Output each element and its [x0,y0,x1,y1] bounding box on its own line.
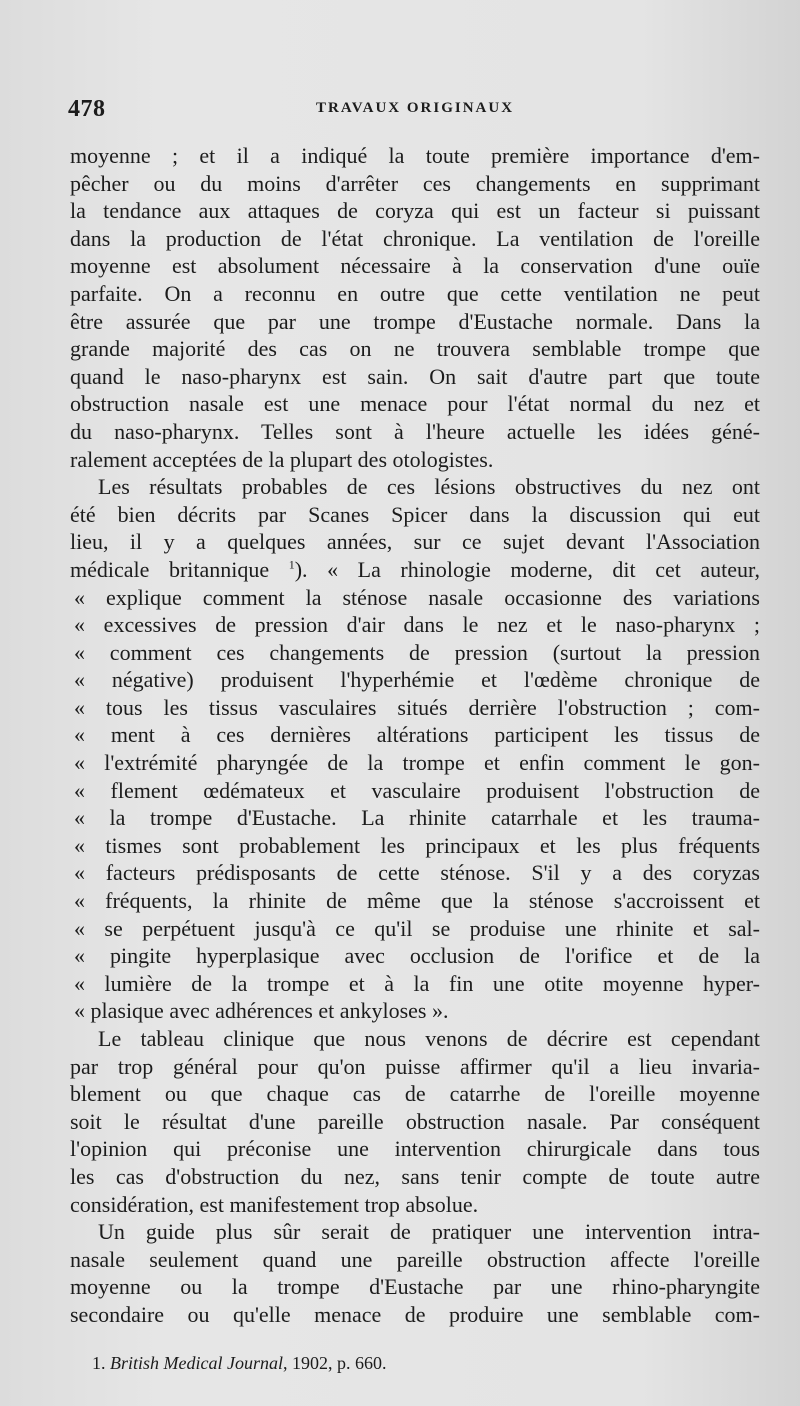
quote-line: « ment à ces dernières altérations participent les tissus de [74,722,760,748]
footnote [92,1353,386,1374]
quote-line: « excessives de pression d'air dans le nez et le naso-pharynx ; [74,612,760,638]
text-line: considération, est manifestement trop absolue. [70,1191,479,1217]
quote-line: « l'extrémité pharyngée de la trompe et enfin comment le gon- [74,750,760,776]
running-head: TRAVAUX ORIGINAUX [316,100,515,116]
footnote-reference: 1 [288,557,295,572]
footnote-citation: , 1902, p. 660. [282,1353,387,1373]
text-line: être assurée que par une trompe d'Eustache normale. Dans la [70,308,760,334]
text-line: la tendance aux attaques de coryza qui est un facteur si puissant [70,198,760,224]
quote-line: « pingite hyperplasique avec occlusion de l'orifice et de la [74,943,760,969]
text-fragment: médicale britannique [70,556,270,582]
quote-line: « lumière de la trompe et à la fin une otite moyenne hyper- [74,970,760,996]
text-line-with-footnote-ref [70,556,760,584]
text-line: nasale seulement quand une pareille obstruction affecte l'oreille [70,1246,760,1272]
quote-line: « fréquents, la rhinite de même que la sténose s'accroissent et [74,888,760,914]
quote-line: « explique comment la sténose nasale occasionne des variations [74,584,760,610]
text-line: par trop général pour qu'on puisse affirmer qu'il a lieu invaria- [70,1053,760,1079]
text-line: l'opinion qui préconise une intervention chirurgicale dans tous [70,1136,760,1162]
quote-line: « la trompe d'Eustache. La rhinite catarrhale et les trauma- [74,805,760,831]
footnote-journal-title: British Medical Journal [110,1353,283,1373]
text-line: grande majorité des cas on ne trouvera semblable trompe que [70,336,760,362]
text-line: parfaite. On a reconnu en outre que cette ventilation ne peut [70,280,760,306]
text-line: ralement acceptées de la plupart des otologistes. [70,446,494,472]
text-line: pêcher ou du moins d'arrêter ces changements en supprimant [70,170,760,196]
quote-line: « facteurs prédisposants de cette sténose. S'il y a des coryzas [74,860,760,886]
body-text [70,142,760,1329]
text-line: Un guide plus sûr serait de pratiquer une intervention intra- [98,1219,760,1245]
quote-line: « tismes sont probablement les principaux et les plus fréquents [74,832,760,858]
quote-line: « flement œdémateux et vasculaire produisent l'obstruction de [74,777,760,803]
text-line: du naso-pharynx. Telles sont à l'heure actuelle les idées géné- [70,418,760,444]
text-line: secondaire ou qu'elle menace de produire une semblable com- [70,1301,760,1327]
quote-line: « tous les tissus vasculaires situés derrière l'obstruction ; com- [74,694,760,720]
text-line: obstruction nasale est une menace pour l'état normal du nez et [70,391,760,417]
page-header [68,96,752,126]
text-line: lieu, il y a quelques années, sur ce sujet devant l'Association [70,529,760,555]
text-line: quand le naso-pharynx est sain. On sait d'autre part que toute [70,363,760,389]
quote-line: « comment ces changements de pression (surtout la pression [74,639,760,665]
text-line: moyenne ; et il a indiqué la toute première importance d'em- [70,143,760,168]
text-line: moyenne est absolument nécessaire à la conservation d'une ouïe [70,253,760,279]
text-line: soit le résultat d'une pareille obstruction nasale. Par conséquent [70,1108,760,1134]
text-line: blement ou que chaque cas de catarrhe de l'oreille moyenne [70,1081,760,1107]
text-line: Les résultats probables de ces lésions obstructives du nez ont [98,474,760,500]
quote-line: « plasique avec adhérences et ankyloses ». [74,998,449,1024]
text-fragment: ). « La rhinologie moderne, dit cet auteur, [294,556,760,582]
quote-line: « se perpétuent jusqu'à ce qu'il se produise une rhinite et sal- [74,915,760,941]
text-line: les cas d'obstruction du nez, sans tenir compte de toute autre [70,1163,760,1189]
quote-line: « négative) produisent l'hyperhémie et l'œdème chronique de [74,667,760,693]
text-line: moyenne ou la trompe d'Eustache par une rhino-pharyngite [70,1274,760,1300]
text-line: dans la production de l'état chronique. La ventilation de l'oreille [70,225,760,251]
footnote-number: 1. [92,1353,106,1373]
page-number: 478 [68,96,106,122]
text-line: été bien décrits par Scanes Spicer dans la discussion qui eut [70,501,760,527]
text-line: Le tableau clinique que nous venons de décrire est cependant [98,1026,760,1051]
